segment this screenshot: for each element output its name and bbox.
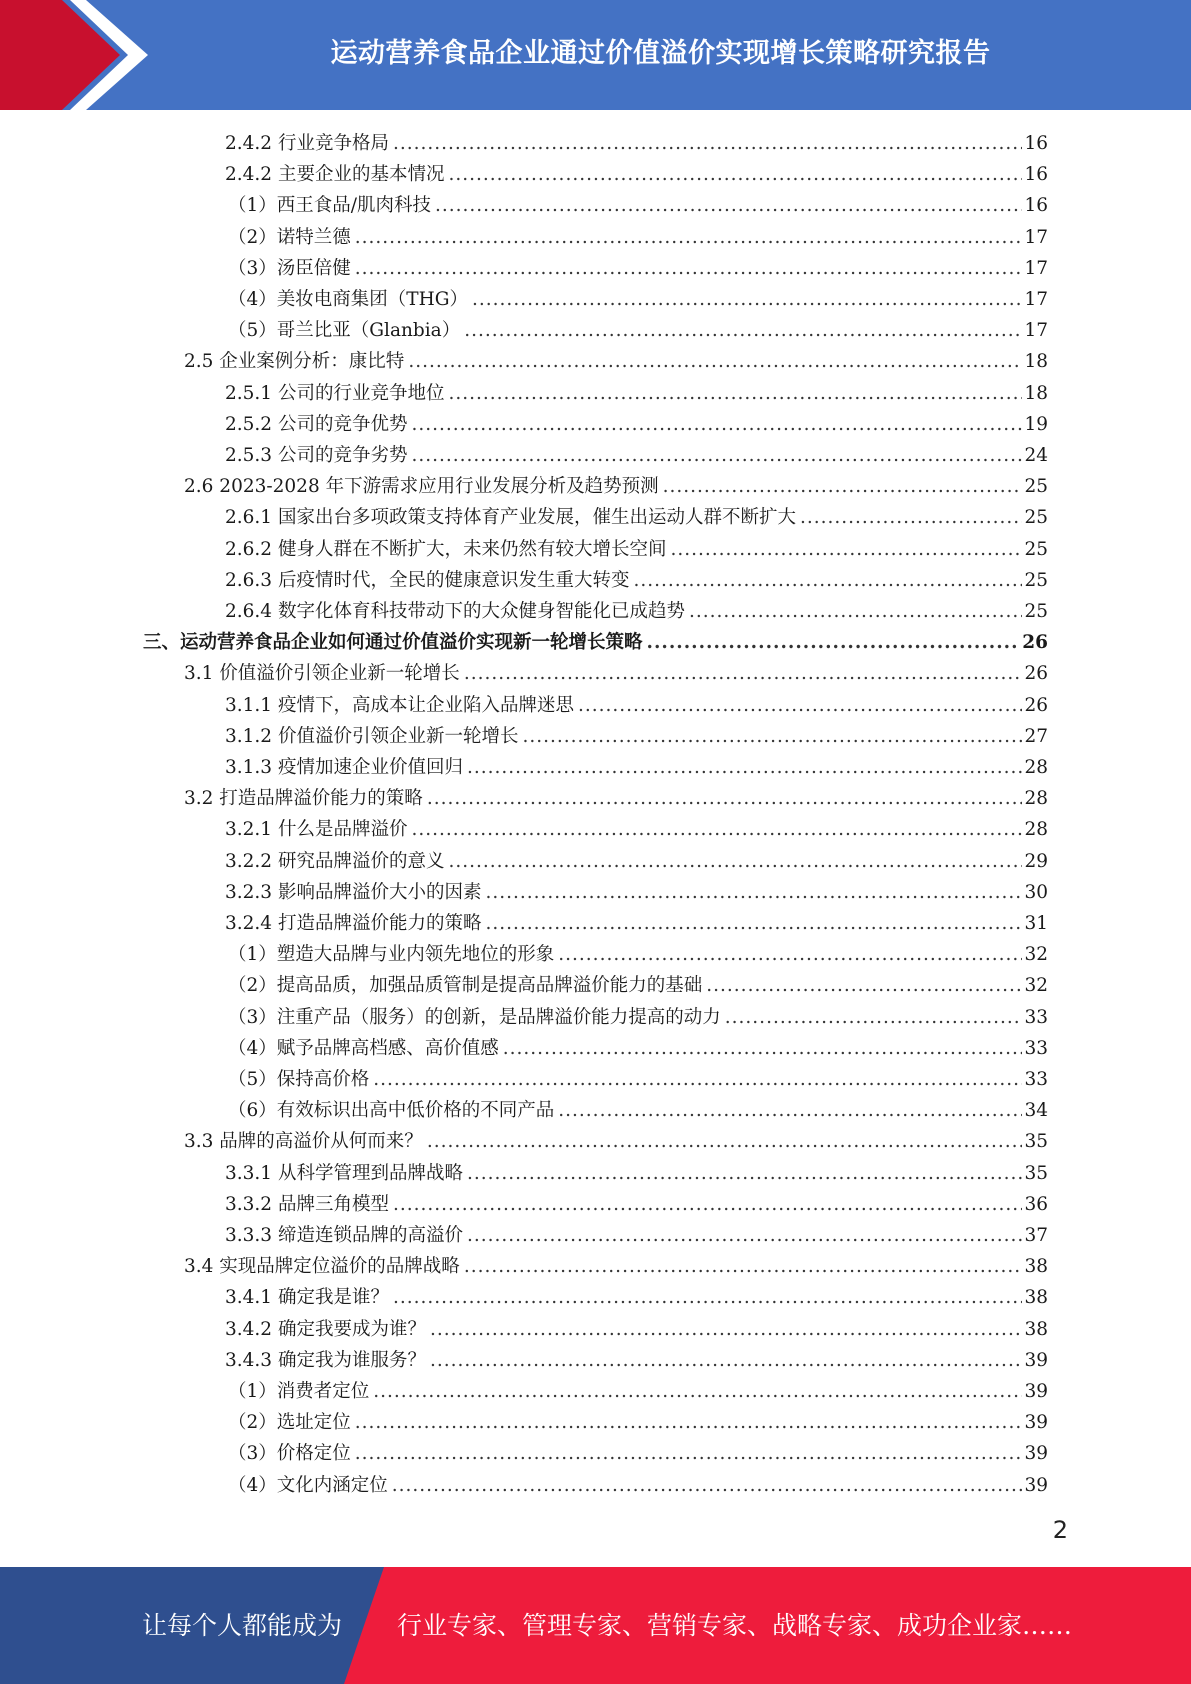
toc-entry-page: 16 [1024, 195, 1048, 216]
toc-dot-leader [670, 534, 1022, 565]
toc-entry-label: （1）西王食品/肌肉科技 [228, 195, 432, 216]
toc-entry[interactable] [228, 1438, 1048, 1469]
toc-entry-label: （2）选址定位 [228, 1412, 351, 1433]
toc-entry-label: 3.2.1 什么是品牌溢价 [225, 819, 408, 840]
toc-entry[interactable] [225, 378, 1048, 409]
toc-entry-page: 37 [1024, 1225, 1048, 1246]
toc-dot-leader [408, 346, 1022, 377]
toc-entry[interactable] [228, 284, 1048, 315]
toc-dot-leader [663, 471, 1023, 502]
toc-entry-page: 25 [1024, 476, 1048, 497]
chevron-arrow-decoration [0, 0, 160, 110]
toc-dot-leader [373, 1064, 1022, 1095]
toc-entry[interactable] [225, 1189, 1048, 1220]
toc-entry-page: 39 [1024, 1443, 1048, 1464]
toc-entry-label: 3.1.3 疫情加速企业价值回归 [225, 757, 463, 778]
toc-dot-leader [558, 1095, 1022, 1126]
toc-entry[interactable] [225, 814, 1048, 845]
toc-entry-label: （5）哥兰比亚（Glanbia） [228, 320, 461, 341]
toc-entry-label: 2.6 2023-2028 年下游需求应用行业发展分析及趋势预测 [184, 476, 659, 497]
toc-entry-page: 28 [1024, 757, 1048, 778]
toc-entry[interactable] [225, 846, 1048, 877]
toc-dot-leader [725, 1002, 1023, 1033]
toc-entry[interactable] [228, 1064, 1048, 1095]
toc-entry-page: 16 [1024, 133, 1048, 154]
toc-entry-label: 2.4.2 行业竞争格局 [225, 133, 389, 154]
toc-entry-page: 25 [1024, 601, 1048, 622]
toc-dot-leader [633, 565, 1022, 596]
toc-entry-page: 39 [1024, 1412, 1048, 1433]
toc-entry-label: 2.6.3 后疫情时代，全民的健康意识发生重大转变 [225, 570, 630, 591]
toc-entry-page: 24 [1024, 445, 1048, 466]
toc-entry-label: （3）价格定位 [228, 1443, 351, 1464]
toc-dot-leader [355, 1407, 1023, 1438]
toc-dot-leader [392, 1470, 1023, 1501]
toc-entry-page: 16 [1024, 164, 1048, 185]
toc-dot-leader [427, 1126, 1023, 1157]
toc-dot-leader [689, 596, 1022, 627]
toc-entry[interactable] [225, 752, 1048, 783]
page-number: 2 [1052, 1516, 1068, 1544]
toc-entry-page: 28 [1024, 819, 1048, 840]
toc-entry-page: 18 [1024, 383, 1048, 404]
toc-entry-page: 26 [1024, 695, 1048, 716]
toc-entry-page: 39 [1024, 1350, 1048, 1371]
toc-dot-leader [448, 159, 1022, 190]
toc-entry[interactable] [225, 596, 1048, 627]
toc-entry-label: 2.5.3 公司的竞争劣势 [225, 445, 408, 466]
toc-entry[interactable] [143, 627, 1048, 658]
toc-entry[interactable] [225, 128, 1048, 159]
toc-entry[interactable] [225, 1345, 1048, 1376]
toc-entry-page: 28 [1024, 788, 1048, 809]
toc-entry-page: 33 [1024, 1069, 1048, 1090]
toc-dot-leader [467, 1158, 1022, 1189]
toc-entry-label: （3）注重产品（服务）的创新，是品牌溢价能力提高的动力 [228, 1007, 721, 1028]
toc-entry-label: 3.1.1 疫情下，高成本让企业陷入品牌迷思 [225, 695, 574, 716]
toc-entry-page: 35 [1024, 1163, 1048, 1184]
toc-dot-leader [522, 721, 1022, 752]
toc-dot-leader [411, 814, 1022, 845]
toc-entry-label: 3.2.2 研究品牌溢价的意义 [225, 851, 445, 872]
toc-entry-page: 36 [1024, 1194, 1048, 1215]
toc-entry-label: 2.5 企业案例分析：康比特 [184, 351, 405, 372]
toc-entry[interactable] [228, 1095, 1048, 1126]
toc-dot-leader [393, 1282, 1022, 1313]
toc-dot-leader [393, 128, 1022, 159]
toc-dot-leader [472, 284, 1022, 315]
toc-entry-label: 3.3 品牌的高溢价从何而来？ [184, 1131, 423, 1152]
toc-entry-page: 30 [1024, 882, 1048, 903]
toc-entry[interactable] [228, 1376, 1048, 1407]
toc-entry[interactable] [228, 1407, 1048, 1438]
toc-entry-label: （4）文化内涵定位 [228, 1475, 388, 1496]
toc-entry[interactable] [228, 1470, 1048, 1501]
toc-entry[interactable] [184, 1251, 1048, 1282]
toc-dot-leader [647, 627, 1021, 658]
toc-entry[interactable] [225, 690, 1048, 721]
toc-entry-page: 39 [1024, 1475, 1048, 1496]
toc-entry-label: 3.2.3 影响品牌溢价大小的因素 [225, 882, 482, 903]
toc-entry-label: 2.6.1 国家出台多项政策支持体育产业发展，催生出运动人群不断扩大 [225, 507, 796, 528]
toc-entry-label: （2）提高品质，加强品质管制是提高品牌溢价能力的基础 [228, 975, 703, 996]
toc-dot-leader [411, 440, 1022, 471]
toc-dot-leader [435, 190, 1022, 221]
toc-entry[interactable] [225, 565, 1048, 596]
toc-dot-leader [578, 690, 1022, 721]
toc-dot-leader [485, 877, 1022, 908]
toc-entry-label: （4）赋予品牌高档感、高价值感 [228, 1038, 499, 1059]
toc-entry-label: 2.6.2 健身人群在不断扩大，未来仍然有较大增长空间 [225, 539, 667, 560]
toc-entry-page: 32 [1024, 944, 1048, 965]
toc-entry-page: 29 [1024, 851, 1048, 872]
document-title: 运动营养食品企业通过价值溢价实现增长策略研究报告 [330, 37, 991, 69]
toc-dot-leader [464, 315, 1022, 346]
toc-entry-label: （3）汤臣倍健 [228, 258, 351, 279]
toc-dot-leader [448, 378, 1022, 409]
toc-entry-label: （1）消费者定位 [228, 1381, 370, 1402]
toc-entry[interactable] [225, 877, 1048, 908]
toc-entry[interactable] [225, 502, 1048, 533]
toc-dot-leader [467, 1220, 1022, 1251]
toc-entry-label: 3.3.3 缔造连锁品牌的高溢价 [225, 1225, 463, 1246]
toc-entry-label: 3.1 价值溢价引领企业新一轮增长 [184, 663, 460, 684]
toc-entry-label: 2.4.2 主要企业的基本情况 [225, 164, 445, 185]
toc-entry-page: 33 [1024, 1038, 1048, 1059]
toc-entry[interactable] [228, 222, 1048, 253]
toc-entry-label: （2）诺特兰德 [228, 227, 351, 248]
toc-entry-page: 32 [1024, 975, 1048, 996]
toc-entry-label: （5）保持高价格 [228, 1069, 370, 1090]
toc-entry-label: 3.4.2 确定我要成为谁？ [225, 1319, 426, 1340]
toc-entry-page: 25 [1024, 507, 1048, 528]
toc-entry-label: 3.3.2 品牌三角模型 [225, 1194, 389, 1215]
toc-entry-label: 2.6.4 数字化体育科技带动下的大众健身智能化已成趋势 [225, 601, 685, 622]
toc-entry-page: 39 [1024, 1381, 1048, 1402]
toc-dot-leader [467, 752, 1022, 783]
toc-entry[interactable] [225, 440, 1048, 471]
toc-entry[interactable] [225, 534, 1048, 565]
toc-entry[interactable] [228, 315, 1048, 346]
toc-entry-page: 38 [1024, 1256, 1048, 1277]
toc-dot-leader [430, 1314, 1022, 1345]
toc-entry[interactable] [225, 721, 1048, 752]
footer-slogan-right: 行业专家、管理专家、营销专家、战略专家、成功企业家…… [397, 1611, 1073, 1640]
toc-entry[interactable] [228, 190, 1048, 221]
toc-dot-leader [558, 939, 1022, 970]
toc-entry-page: 25 [1024, 539, 1048, 560]
toc-entry[interactable] [228, 253, 1048, 284]
toc-entry[interactable] [225, 409, 1048, 440]
toc-entry[interactable] [228, 1002, 1048, 1033]
toc-entry-page: 17 [1024, 289, 1048, 310]
toc-entry[interactable] [228, 939, 1048, 970]
toc-entry[interactable] [225, 1282, 1048, 1313]
toc-entry-page: 18 [1024, 351, 1048, 372]
footer-band [0, 1567, 1191, 1684]
toc-dot-leader [355, 222, 1023, 253]
toc-entry[interactable] [184, 471, 1048, 502]
toc-entry-page: 38 [1024, 1319, 1048, 1340]
toc-entry[interactable] [184, 783, 1048, 814]
toc-dot-leader [464, 658, 1023, 689]
toc-entry[interactable] [225, 159, 1048, 190]
toc-entry-page: 33 [1024, 1007, 1048, 1028]
toc-entry-label: 3.4.1 确定我是谁？ [225, 1287, 389, 1308]
toc-dot-leader [373, 1376, 1022, 1407]
toc-entry-label: 3.4 实现品牌定位溢价的品牌战略 [184, 1256, 460, 1277]
toc-entry-label: 3.2.4 打造品牌溢价能力的策略 [225, 913, 482, 934]
toc-entry[interactable] [225, 1314, 1048, 1345]
toc-entry-page: 25 [1024, 570, 1048, 591]
toc-entry-label: 三、运动营养食品企业如何通过价值溢价实现新一轮增长策略 [143, 632, 643, 653]
toc-entry-label: 3.2 打造品牌溢价能力的策略 [184, 788, 423, 809]
toc-dot-leader [393, 1189, 1022, 1220]
toc-dot-leader [355, 253, 1023, 284]
toc-dot-leader [503, 1033, 1023, 1064]
toc-entry-label: 2.5.1 公司的行业竞争地位 [225, 383, 445, 404]
toc-dot-leader [448, 846, 1022, 877]
toc-dot-leader [800, 502, 1022, 533]
toc-entry-page: 26 [1022, 632, 1048, 653]
toc-dot-leader [464, 1251, 1023, 1282]
toc-entry-page: 19 [1024, 414, 1048, 435]
toc-entry[interactable] [228, 970, 1048, 1001]
toc-dot-leader [485, 908, 1022, 939]
toc-dot-leader [411, 409, 1022, 440]
toc-entry-page: 17 [1024, 258, 1048, 279]
toc-entry-label: 2.5.2 公司的竞争优势 [225, 414, 408, 435]
toc-entry[interactable] [184, 346, 1048, 377]
toc-entry-page: 38 [1024, 1287, 1048, 1308]
toc-entry-page: 17 [1024, 320, 1048, 341]
toc-dot-leader [355, 1438, 1023, 1469]
toc-dot-leader [430, 1345, 1022, 1376]
toc-entry-label: 3.3.1 从科学管理到品牌战略 [225, 1163, 463, 1184]
toc-entry-label: （6）有效标识出高中低价格的不同产品 [228, 1100, 555, 1121]
toc-entry[interactable] [225, 1220, 1048, 1251]
toc-entry[interactable] [184, 1126, 1048, 1157]
toc-entry-label: 3.1.2 价值溢价引领企业新一轮增长 [225, 726, 519, 747]
toc-entry-page: 34 [1024, 1100, 1048, 1121]
toc-entry[interactable] [225, 1158, 1048, 1189]
footer-slogan-left: 让每个人都能成为 [142, 1611, 343, 1640]
toc-entry-label: （1）塑造大品牌与业内领先地位的形象 [228, 944, 555, 965]
toc-entry[interactable] [225, 908, 1048, 939]
toc-entry[interactable] [184, 658, 1048, 689]
toc-entry-label: 3.4.3 确定我为谁服务？ [225, 1350, 426, 1371]
toc-entry-page: 31 [1024, 913, 1048, 934]
toc-entry-label: （4）美妆电商集团（THG） [228, 289, 469, 310]
toc-entry-page: 17 [1024, 227, 1048, 248]
toc-entry-page: 35 [1024, 1131, 1048, 1152]
toc-entry-page: 27 [1024, 726, 1048, 747]
toc-entry-page: 26 [1024, 663, 1048, 684]
toc-dot-leader [427, 783, 1023, 814]
header-band [0, 0, 1191, 110]
toc-dot-leader [706, 970, 1022, 1001]
toc-entry[interactable] [228, 1033, 1048, 1064]
